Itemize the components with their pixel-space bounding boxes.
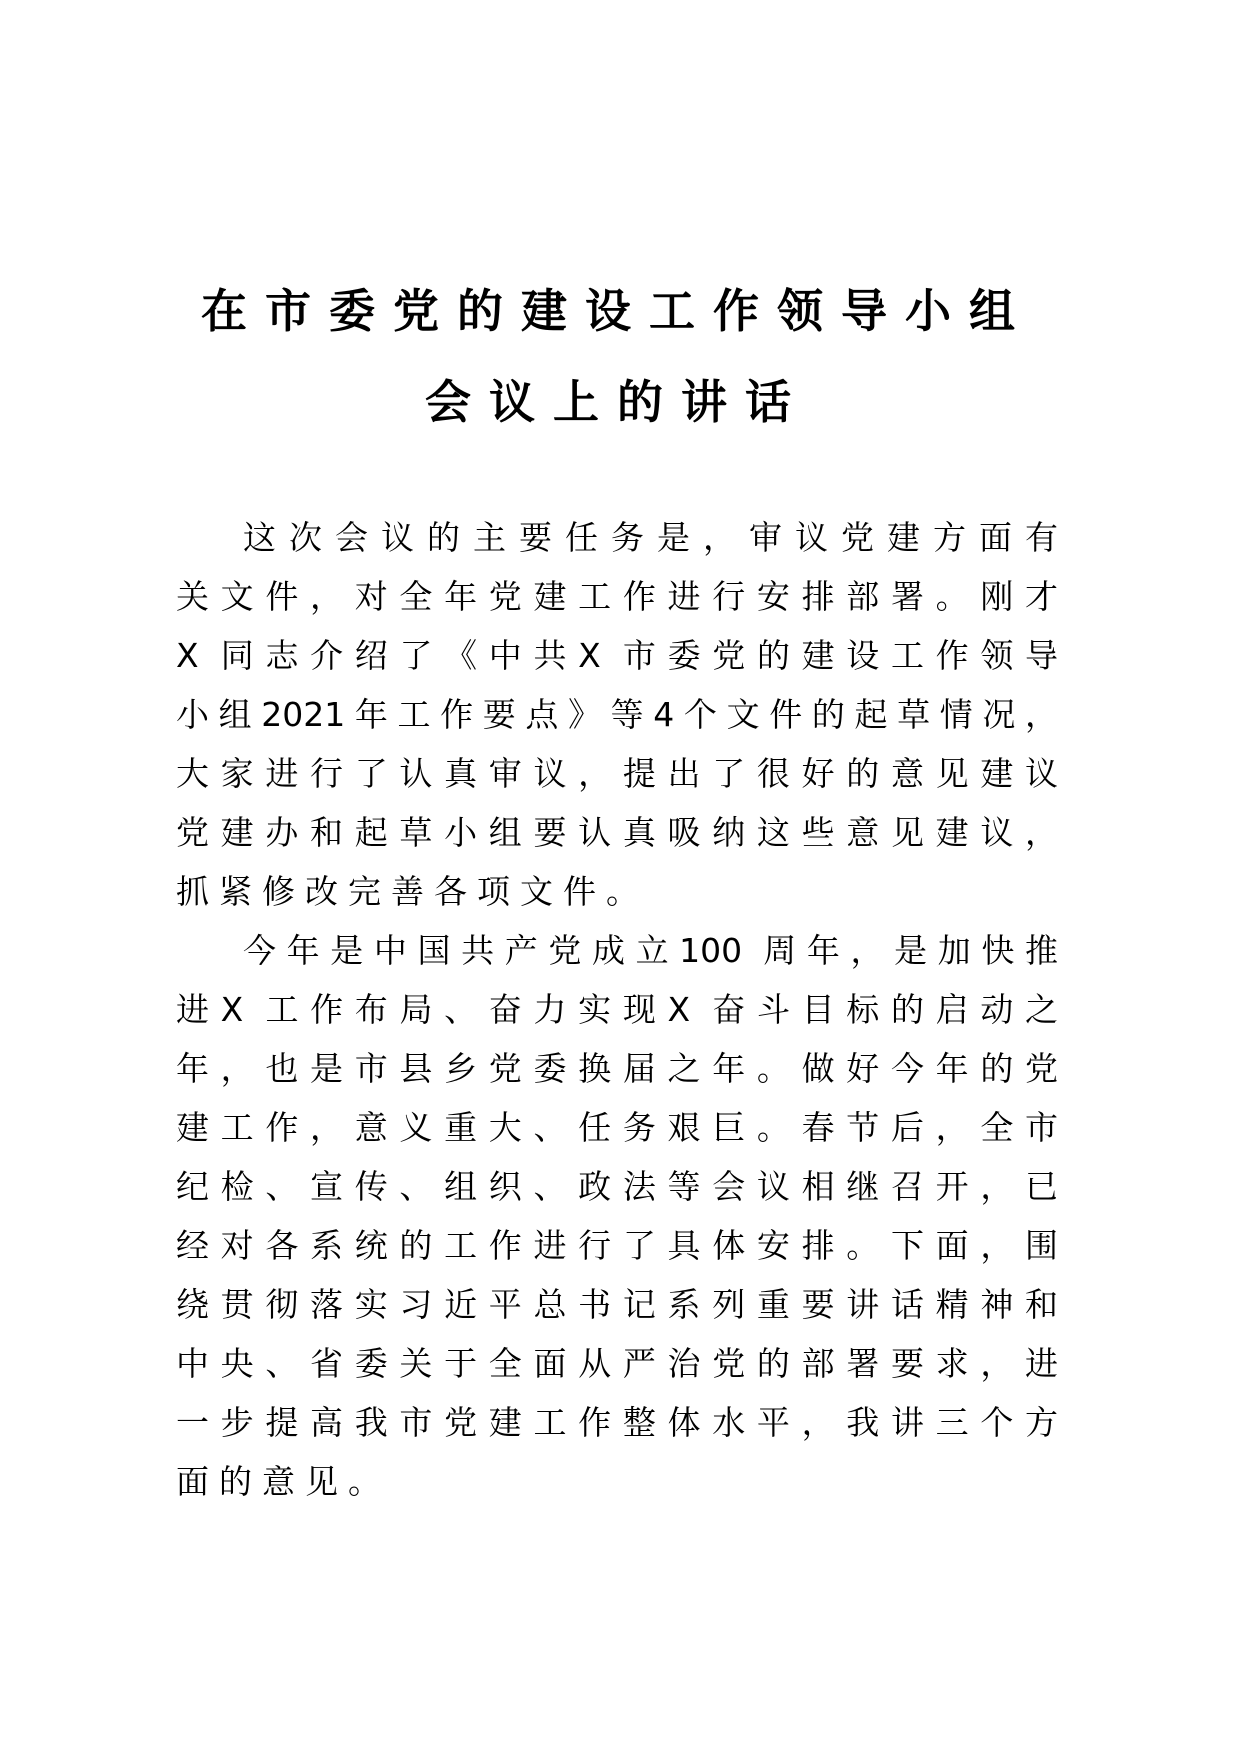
paragraph-2-line-8: 中央、省委关于全面从严治党的部署要求，进 xyxy=(176,1344,1058,1383)
paragraph-1-line-4: 小组2021年工作要点》等4个文件的起草情况， xyxy=(176,695,1058,734)
paragraph-2-line-6: 经对各系统的工作进行了具体安排。下面，围 xyxy=(176,1226,1058,1265)
paragraph-1-line-5: 大家进行了认真审议，提出了很好的意见建议 xyxy=(176,754,1058,793)
paragraph-2-line-2: 进X 工作布局、奋力实现X 奋斗目标的启动之 xyxy=(176,990,1058,1029)
paragraph-2-line-9: 一步提高我市党建工作整体水平，我讲三个方 xyxy=(176,1403,1058,1442)
paragraph-1-line-7: 抓紧修改完善各项文件。 xyxy=(176,872,649,911)
paragraph-1-line-3: X 同志介绍了《中共X 市委党的建设工作领导 xyxy=(176,636,1058,675)
paragraph-2-line-10: 面的意见。 xyxy=(176,1462,391,1501)
paragraph-2-line-4: 建工作，意义重大、任务艰巨。春节后，全市 xyxy=(176,1108,1058,1147)
document-title-line-2: 会议上的讲话 xyxy=(425,375,809,429)
paragraph-2-line-5: 纪检、宣传、组织、政法等会议相继召开，已 xyxy=(176,1167,1058,1206)
paragraph-2-line-3: 年，也是市县乡党委换届之年。做好今年的党 xyxy=(176,1049,1058,1088)
document-title-line-1: 在市委党的建设工作领导小组 xyxy=(201,284,1033,338)
paragraph-1-line-2: 关文件，对全年党建工作进行安排部署。刚才 xyxy=(176,577,1058,616)
paragraph-2-line-7: 绕贯彻落实习近平总书记系列重要讲话精神和 xyxy=(176,1285,1058,1324)
paragraph-2-line-1: 今年是中国共产党成立100 周年，是加快推 xyxy=(243,931,1058,970)
paragraph-1-line-1: 这次会议的主要任务是，审议党建方面有 xyxy=(243,518,1058,557)
paragraph-1-line-6: 党建办和起草小组要认真吸纳这些意见建议， xyxy=(176,813,1058,852)
